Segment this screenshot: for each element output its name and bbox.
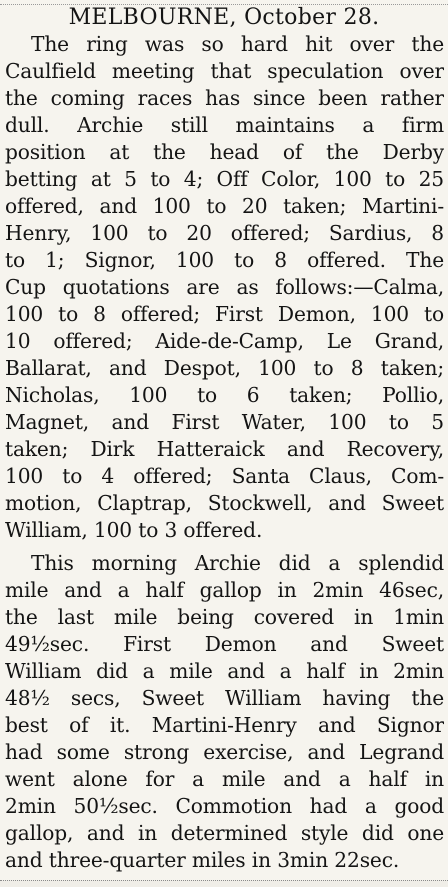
text-line: dull. Archie still maintains a firm xyxy=(5,113,444,137)
text-line: the coming races has since been rather xyxy=(5,86,444,110)
article-paragraph xyxy=(5,31,444,544)
text-line: mile and a half gallop in 2min 46sec, xyxy=(5,578,444,602)
text-line: Caulfield meeting that speculation over xyxy=(5,59,444,83)
clipping-bottom-edge xyxy=(0,880,448,887)
text-line: 10 offered; Aide-de-Camp, Le Grand, xyxy=(5,329,444,353)
text-line: had some strong exercise, and Legrand xyxy=(5,740,444,764)
text-line: William did a mile and a half in 2min xyxy=(5,659,444,683)
text-line: Nicholas, 100 to 6 taken; Pollio, xyxy=(5,383,444,407)
text-line: 2min 50½sec. Commotion had a good xyxy=(5,794,444,818)
text-line: Ballarat, and Despot, 100 to 8 taken; xyxy=(5,356,444,380)
text-line: Cup quotations are as follows:—Calma, xyxy=(5,275,444,299)
text-line: 48½ secs, Sweet William having the xyxy=(5,686,444,710)
text-line: The ring was so hard hit over the xyxy=(31,32,444,56)
article-body xyxy=(5,31,444,874)
text-line: gallop, and in determined style did one xyxy=(5,821,444,845)
text-line: This morning Archie did a splendid xyxy=(31,551,444,575)
dateline: MELBOURNE, October 28. xyxy=(68,5,380,30)
text-line: Henry, 100 to 20 offered; Sardius, 8 xyxy=(5,221,444,245)
text-line: position at the head of the Derby xyxy=(5,140,444,164)
text-line: to 1; Signor, 100 to 8 offered. The xyxy=(5,248,444,272)
text-line: and three-quarter miles in 3min 22sec. xyxy=(5,848,400,872)
text-line: best of it. Martini-Henry and Signor xyxy=(5,713,444,737)
text-line: William, 100 to 3 offered. xyxy=(5,518,263,542)
text-line: the last mile being covered in 1min xyxy=(5,605,444,629)
text-line: Magnet, and First Water, 100 to 5 xyxy=(5,410,444,434)
text-line: 100 to 4 offered; Santa Claus, Com- xyxy=(5,464,444,488)
text-line: offered, and 100 to 20 taken; Martini- xyxy=(5,194,444,218)
text-line: motion, Claptrap, Stockwell, and Sweet xyxy=(5,491,444,515)
text-line: betting at 5 to 4; Off Color, 100 to 25 xyxy=(5,167,444,191)
article-paragraph xyxy=(5,550,444,874)
text-line: 49½sec. First Demon and Sweet xyxy=(5,632,444,656)
text-line: taken; Dirk Hatteraick and Recovery, xyxy=(5,437,444,461)
text-line: 100 to 8 offered; First Demon, 100 to xyxy=(5,302,444,326)
text-line: went alone for a mile and a half in xyxy=(5,767,444,791)
